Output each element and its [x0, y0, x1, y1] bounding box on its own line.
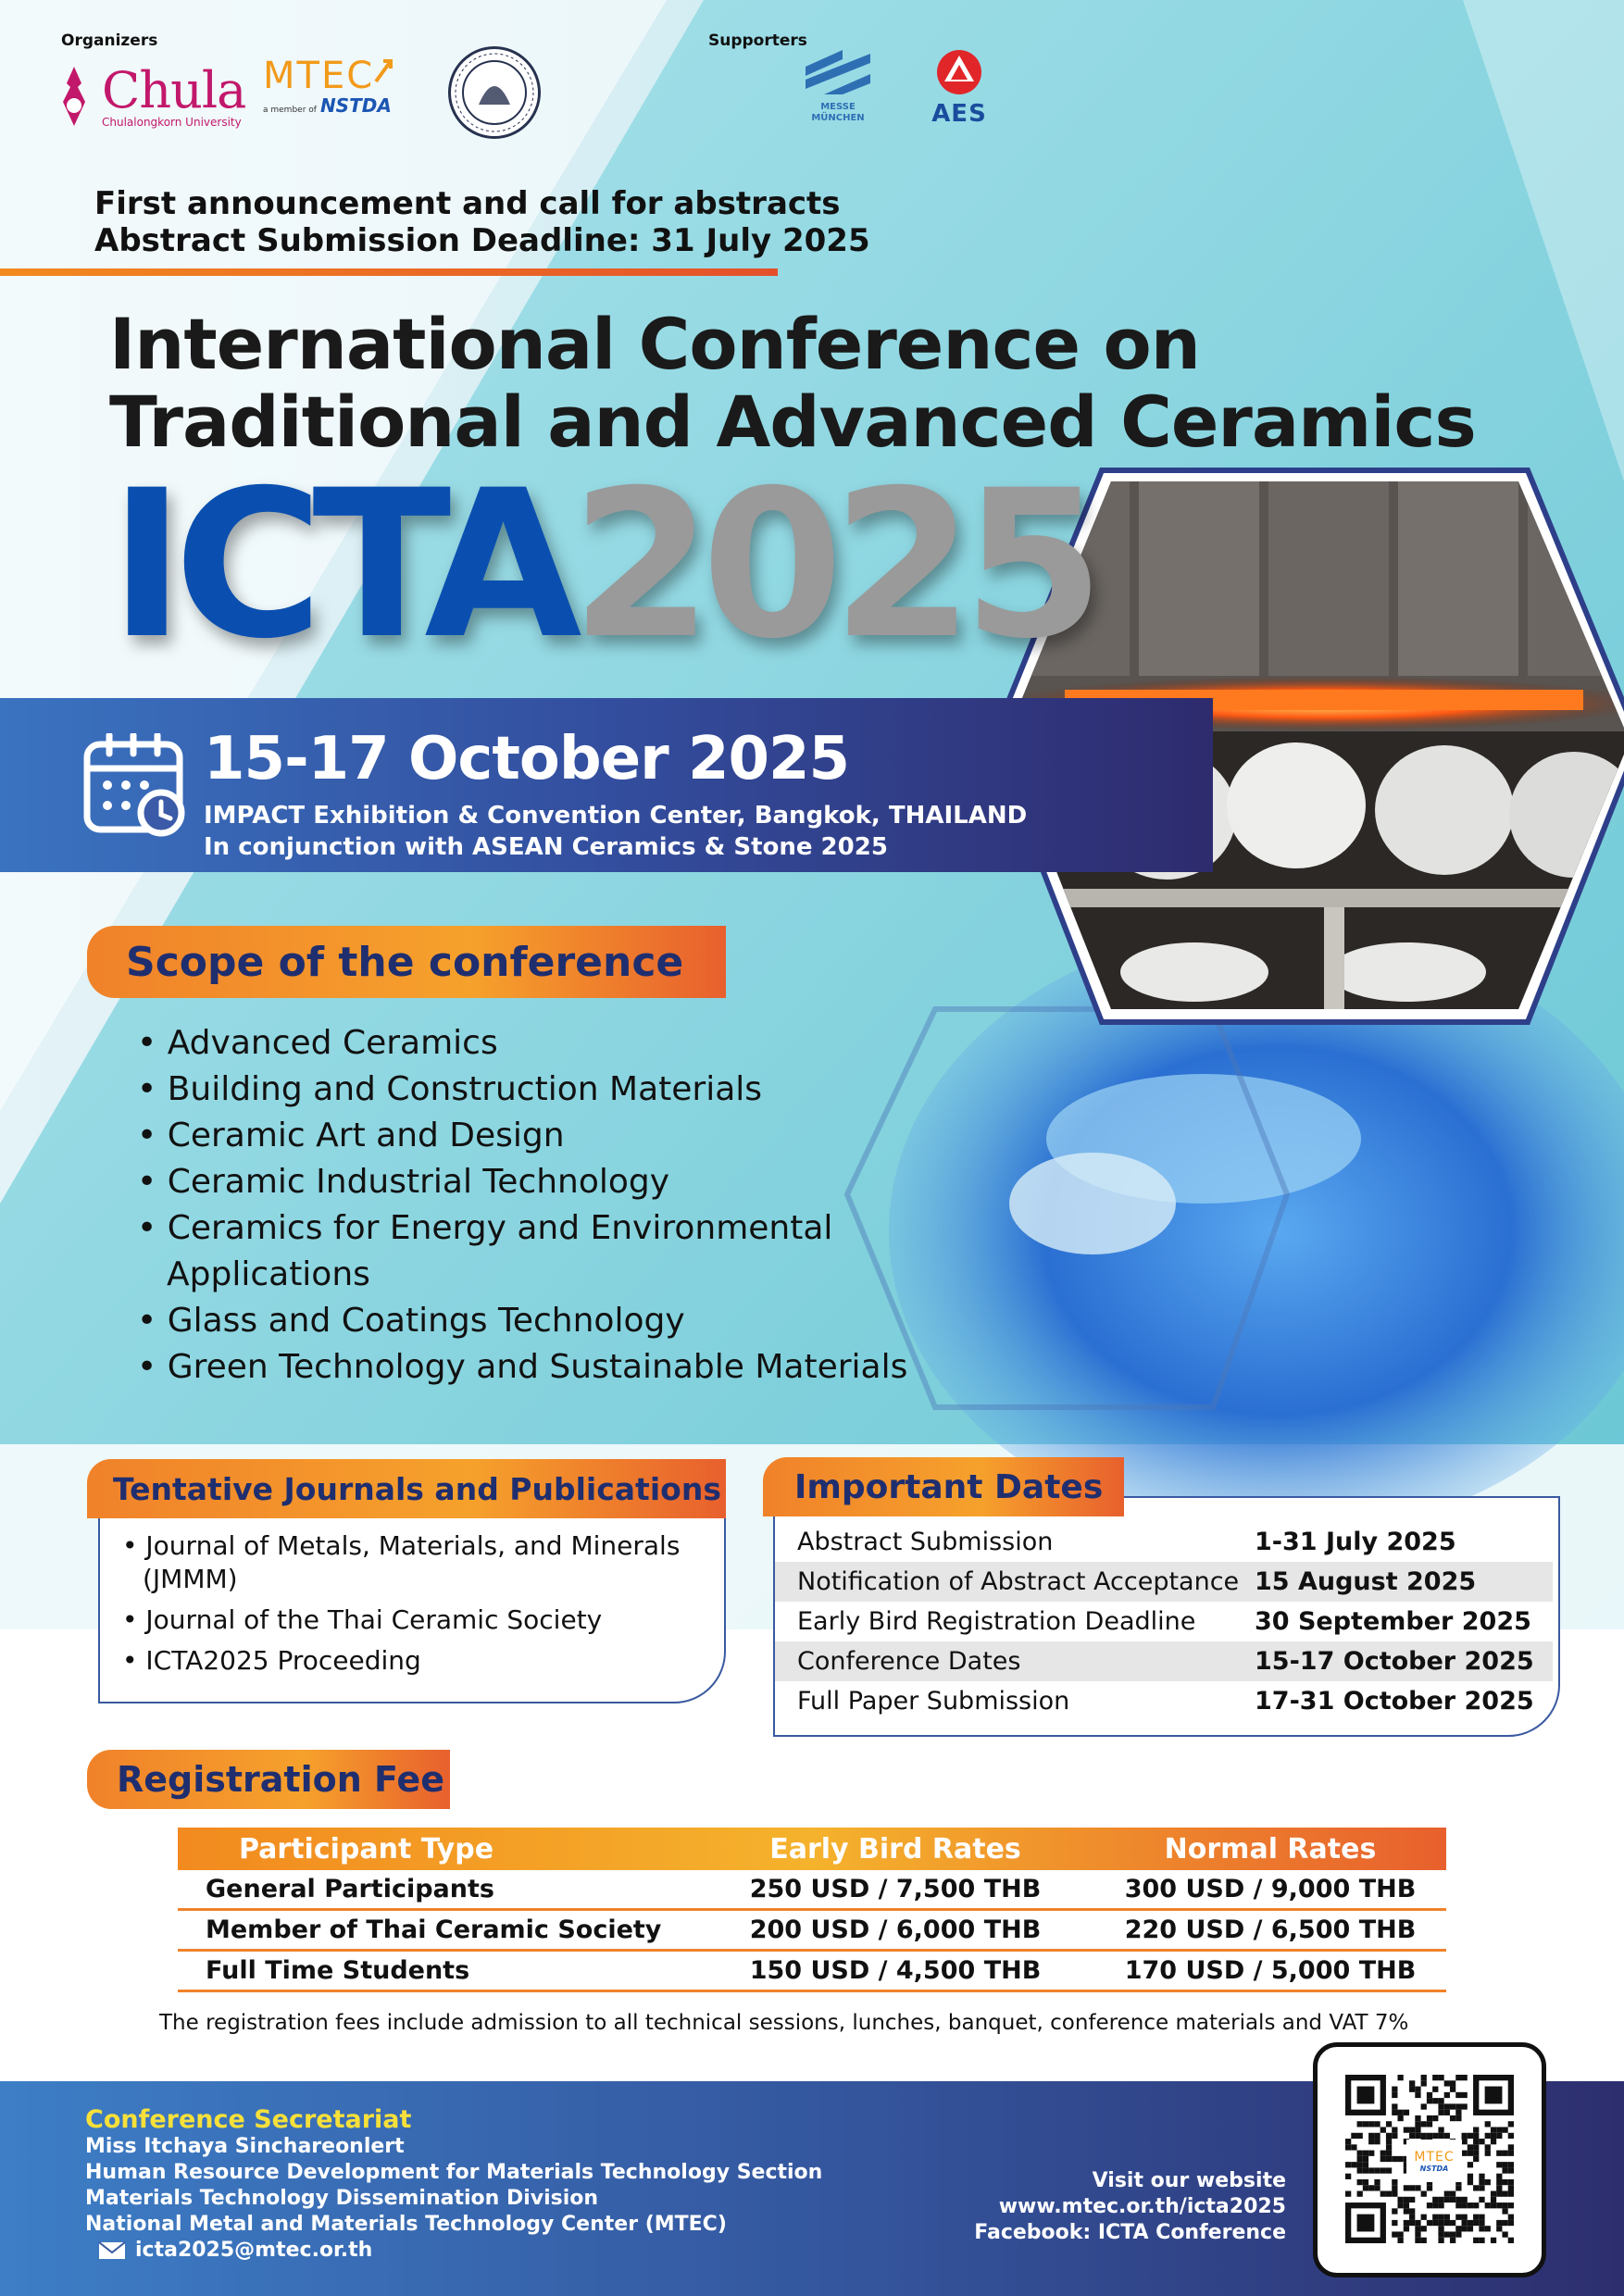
event-venue: IMPACT Exhibition & Convention Center, Bangkok, THAILAND — [204, 802, 1028, 830]
publications-list — [122, 1529, 680, 1678]
fee-table-header — [178, 1828, 1446, 1870]
fee-early-bird: 150 USD / 4,500 THB — [749, 1956, 1042, 1985]
date-label: Conference Dates — [797, 1647, 1021, 1676]
scope-item-text: Building and Construction Materials — [167, 1070, 763, 1108]
scope-item: • Glass and Coatings Technology — [137, 1302, 685, 1340]
fee-participant-type: Full Time Students — [206, 1956, 470, 1985]
icta-logotype — [109, 446, 1093, 683]
nstda-wordmark: NSTDA — [319, 94, 392, 117]
scope-item-text: Advanced Ceramics — [167, 1024, 498, 1062]
mtec-logo — [263, 57, 394, 117]
fee-row — [178, 1952, 1446, 1992]
registration-heading-text: Registration Fee — [117, 1759, 444, 1800]
fee-column-header: Normal Rates — [1164, 1832, 1377, 1866]
scope-item-text: Ceramic Art and Design — [167, 1117, 565, 1154]
seal-emblem-icon — [451, 49, 538, 136]
qr-center-logo — [1406, 2140, 1462, 2182]
chula-subtitle: Chulalongkorn University — [102, 116, 242, 129]
secretariat-section: Human Resource Development for Materials Technology Section — [85, 2161, 823, 2184]
fee-row — [178, 1911, 1446, 1952]
conference-title — [109, 303, 1476, 463]
fee-participant-type: General Participants — [206, 1875, 494, 1903]
publication-item-text: Journal of Metals, Materials, and Minerals — [145, 1530, 681, 1561]
registration-fee-table — [178, 1828, 1446, 1992]
scope-item: • Green Technology and Sustainable Materials — [137, 1348, 908, 1386]
publication-item: • Journal of Metals, Materials, and Minerals — [122, 1530, 681, 1561]
date-row — [775, 1522, 1553, 1562]
date-value: 15 August 2025 — [1255, 1567, 1477, 1596]
publication-item-continuation — [122, 1563, 680, 1596]
fee-normal: 300 USD / 9,000 THB — [1124, 1875, 1417, 1903]
secretariat-block — [85, 2105, 822, 2264]
qr-code-frame — [1313, 2042, 1546, 2277]
date-row — [775, 1562, 1553, 1602]
orange-divider — [0, 268, 778, 276]
scope-item-text: Ceramic Industrial Technology — [167, 1163, 670, 1201]
secretariat-email[interactable]: icta2025@mtec.or.th — [135, 2239, 373, 2262]
fee-column-header: Participant Type — [239, 1832, 494, 1866]
scope-heading-text: Scope of the conference — [126, 938, 684, 986]
publication-item-text: (JMMM) — [143, 1564, 238, 1594]
scope-item: • Ceramics for Energy and Environmental — [137, 1209, 833, 1247]
announcement — [94, 185, 870, 259]
publications-heading — [87, 1459, 726, 1518]
messe-munchen-logo — [806, 50, 870, 123]
title-line2: Traditional and Advanced Ceramics — [109, 381, 1476, 463]
event-conjunction: In conjunction with ASEAN Ceramics & Stone 2025 — [204, 833, 888, 861]
secretariat-division: Materials Technology Dissemination Division — [85, 2187, 599, 2210]
aes-logo — [922, 48, 996, 128]
scope-list — [137, 1020, 907, 1391]
fee-note: The registration fees include admission to all technical sessions, lunches, banquet, conference materials and VAT 7% — [159, 2011, 1409, 2035]
event-dates: 15-17 October 2025 — [204, 725, 850, 793]
announcement-line1: First announcement and call for abstracts — [94, 185, 841, 222]
date-value: 15-17 October 2025 — [1255, 1647, 1534, 1676]
messe-line2: MÜNCHEN — [811, 112, 865, 123]
announcement-deadline: Abstract Submission Deadline: 31 July 2025 — [94, 222, 870, 259]
scope-item: • Ceramic Art and Design — [137, 1117, 565, 1154]
mail-icon — [98, 2241, 126, 2260]
scope-item: • Building and Construction Materials — [137, 1070, 763, 1108]
date-value: 17-31 October 2025 — [1255, 1687, 1534, 1716]
date-value: 30 September 2025 — [1255, 1607, 1531, 1636]
fee-row — [178, 1870, 1446, 1911]
fee-normal: 220 USD / 6,500 THB — [1124, 1915, 1417, 1944]
member-of-text: a member of — [263, 106, 317, 115]
secretariat-email-row — [85, 2238, 822, 2264]
mtec-swoosh-icon — [374, 57, 394, 83]
organizers-label: Organizers — [61, 31, 158, 50]
icta-acronym: ICTA — [109, 446, 571, 683]
calendar-clock-icon — [81, 733, 191, 841]
publication-item-text: Journal of the Thai Ceramic Society — [145, 1604, 603, 1635]
fee-normal: 170 USD / 5,000 THB — [1124, 1956, 1417, 1985]
aes-wordmark: AES — [931, 100, 987, 128]
publications-heading-text: Tentative Journals and Publications — [113, 1470, 721, 1507]
secretariat-name: Miss Itchaya Sinchareonlert — [85, 2135, 405, 2158]
qr-nstda-text: NSTDA — [1419, 2164, 1449, 2173]
title-line1: International Conference on — [109, 303, 1200, 385]
event-details — [204, 725, 1028, 863]
scope-item-continuation — [137, 1252, 907, 1298]
chula-logo — [54, 61, 246, 130]
fee-column-header: Early Bird Rates — [769, 1832, 1021, 1866]
registration-heading — [87, 1750, 450, 1809]
supporters-label: Supporters — [708, 31, 807, 50]
visit-website-label: Visit our website — [1092, 2169, 1286, 2192]
fee-early-bird: 250 USD / 7,500 THB — [749, 1875, 1042, 1903]
scope-item-text: Ceramics for Energy and Environmental — [167, 1209, 833, 1247]
date-label: Full Paper Submission — [797, 1687, 1070, 1716]
publication-item: • ICTA2025 Proceeding — [122, 1645, 421, 1676]
scope-item-text: Glass and Coatings Technology — [167, 1302, 685, 1340]
scope-item: • Advanced Ceramics — [137, 1024, 498, 1062]
aes-emblem-icon — [935, 48, 983, 96]
date-label: Notification of Abstract Acceptance — [797, 1567, 1240, 1596]
date-label: Abstract Submission — [797, 1528, 1054, 1556]
icta-year: 2025 — [570, 446, 1093, 683]
date-row — [775, 1602, 1553, 1641]
date-row — [775, 1641, 1553, 1681]
date-label: Early Bird Registration Deadline — [797, 1607, 1196, 1636]
secretariat-center: National Metal and Materials Technology Center (MTEC) — [85, 2213, 727, 2236]
publication-item-text: ICTA2025 Proceeding — [145, 1645, 421, 1676]
chula-crest-icon — [54, 65, 94, 130]
website-block — [974, 2168, 1286, 2246]
scope-item-text: Applications — [167, 1255, 370, 1293]
publication-item: • Journal of the Thai Ceramic Society — [122, 1604, 603, 1635]
website-url[interactable]: www.mtec.or.th/icta2025 — [998, 2195, 1286, 2218]
date-row — [775, 1681, 1553, 1721]
messe-stripes-icon — [806, 50, 870, 94]
thai-ceramic-society-seal — [448, 46, 541, 139]
scope-item: • Ceramic Industrial Technology — [137, 1163, 670, 1201]
scope-item-text: Green Technology and Sustainable Materials — [167, 1348, 908, 1386]
important-dates-table — [775, 1522, 1553, 1721]
chula-wordmark: Chula — [102, 61, 246, 119]
qr-mtec-text: MTEC — [1414, 2149, 1455, 2165]
facebook-link[interactable]: Facebook: ICTA Conference — [974, 2221, 1286, 2244]
messe-line1: MESSE — [820, 102, 856, 112]
fee-participant-type: Member of Thai Ceramic Society — [206, 1915, 662, 1944]
date-value: 1-31 July 2025 — [1255, 1528, 1456, 1556]
important-dates-heading — [763, 1457, 1124, 1516]
mtec-wordmark: MTEC — [263, 55, 375, 97]
scope-heading — [87, 926, 726, 998]
fee-early-bird: 200 USD / 6,000 THB — [749, 1915, 1042, 1944]
secretariat-heading: Conference Secretariat — [85, 2105, 412, 2134]
important-dates-heading-text: Important Dates — [794, 1467, 1104, 1506]
